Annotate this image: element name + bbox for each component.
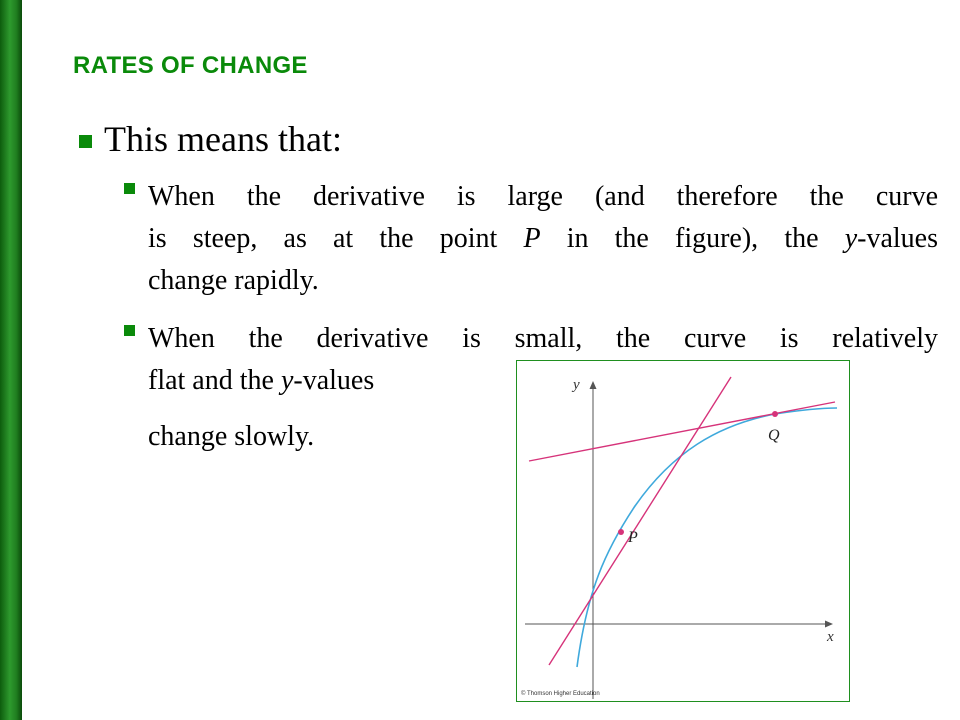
sub-bullet-1-line-2: is steep, as at the point P in the figure), the y-values	[148, 223, 938, 254]
sub-bullet-1	[148, 176, 938, 302]
y-axis-label: y	[573, 377, 580, 393]
bullet-square-icon	[124, 325, 135, 336]
tangent-figure	[516, 360, 850, 702]
sub-bullet-2-line-2: flat and the y-values	[148, 365, 375, 396]
tangent-line-q	[529, 402, 835, 461]
figure-credit: © Thomson Higher Education	[521, 691, 600, 697]
point-p	[618, 529, 624, 535]
slide-sidebar-accent	[0, 0, 22, 720]
x-axis-arrow-icon	[825, 621, 833, 628]
point-q-label: Q	[768, 427, 780, 444]
main-bullet-text: This means that:	[104, 119, 342, 159]
point-p-label: P	[628, 529, 638, 546]
y-axis-arrow-icon	[590, 381, 597, 389]
sub-bullet-1-line-1: When the derivative is large (and therefore the curve	[148, 181, 938, 212]
slide-heading: RATES OF CHANGE	[73, 52, 308, 79]
function-curve	[577, 408, 837, 667]
tangent-line-p	[549, 377, 731, 665]
x-axis-label: x	[827, 629, 834, 645]
tangent-figure-svg	[517, 361, 849, 701]
bullet-square-icon	[124, 183, 135, 194]
sub-bullet-2-line-1: When the derivative is small, the curve is relatively	[148, 323, 938, 354]
bullet-square-icon	[79, 135, 92, 148]
point-q	[772, 411, 778, 417]
sub-bullet-1-line-3: change rapidly.	[148, 265, 319, 296]
sub-bullet-2-line-3: change slowly.	[148, 421, 315, 452]
